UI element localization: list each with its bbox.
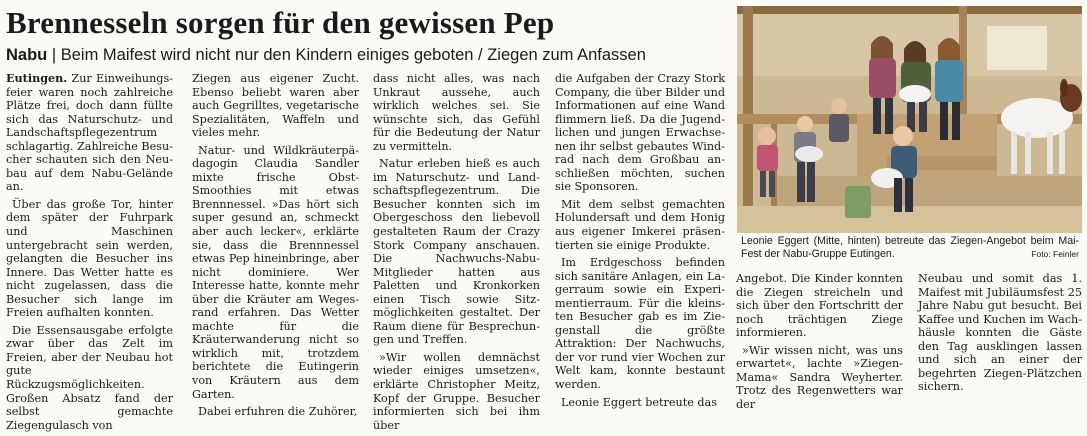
paragraph: Die Essensausgabe erfolgte zwar über das Zelt im Freien, aber der Neubau hot gute Rückzugsmöglichkeiten. Großen Absatz fand der selbst gemachte Ziegengulasch von <box>6 323 173 432</box>
dateline: Eutingen. <box>6 71 68 85</box>
headline: Brennesseln sorgen für den gewissen Pep <box>6 5 555 40</box>
paragraph: Mit dem selbst gemachten Holundersaft und dem Honig aus eigener Imkerei präsentierten sie einige Produkte. <box>555 197 725 252</box>
photo-caption <box>741 235 1079 261</box>
caption-text: Leonie Eggert (Mitte, hinten) betreute das Ziegen-Angebot beim Mai-Fest der Nabu-Gruppe Eutingen. <box>741 235 1079 260</box>
paragraph: Dabei erfuhren die Zuhörer, <box>198 405 358 419</box>
paragraph: Angebot. Die Kinder konnten die Ziegen streicheln und sich über den Fortschritt der noch trächtigen Ziege informieren. <box>736 272 903 340</box>
paragraph: »Wir wissen nicht, was uns erwartet«, lachte »Ziegen-Mama« Sandra Weyherter. Trotz des Regenwetters war der <box>736 343 903 411</box>
paragraph: dass nicht alles, was nach Unkraut aussehe, auch wirklich welches sei. Sie wünschte sich, das Gefühl für die Bedeutung der Natur zu vermitteln. <box>373 72 540 153</box>
paragraph: Natur- und Wildkräuterpädagogin Claudia Sandler mixte frische Obst-Smoothies mit etwas Brennnessel. »Das hört sich super gesund an, schmeckt aber auch lecker«, erklärte sie, dass die Brennnessel etwas Pep hineinbringe, aber nicht dominiere. Wer Interesse hatte, konnte mehr über die Kräuter am Wegesrand erfahren. Das Wetter machte für die Kräuterwanderung nicht so wirklich mit, trotzdem berichtete die Eutingerin von Kräutern aus dem Garten. <box>192 143 359 401</box>
paragraph-text: Zur Einweihungsfeier waren noch zahlreiche Plätze frei, doch dann füllte sich das Naturschutz- und Landschaftspflegezentrum schlagartig. Zahlreiche Besucher schauten sich den Neubau auf dem Nabu-Gelände an. <box>6 72 173 194</box>
article-column-1 <box>6 72 173 436</box>
paragraph: Neubau und somit das 1. Maifest mit Jubiläumsfest 25 Jahre Nabu gut besucht. Bei Kaffee und Kuchen im Wachhäusle konnten die Gäste den Tag ausklingen lassen und sich an einer der begehrten Ziegen-Plätzchen sichern. <box>918 272 1082 394</box>
kicker: Nabu <box>6 46 48 64</box>
paragraph: Über das große Tor, hinter dem später der Fuhrpark und Maschinen untergebracht sein werden, gelangten die Besucher ins Innere. Das Wetter hatte es nicht zugelassen, dass die Besucher sich lange im Freien aufhalten konnten. <box>6 197 173 320</box>
paragraph: Natur erleben hieß es auch im Naturschutz- und Landschaftspflegezentrum. Die Besucher konnten sich im Obergeschoss den liebevoll gestalteten Raum der Crazy Stork Company anschauen. Die Nachwuchs-Nabu-Mitglieder hatten aus Paletten und Kronkorken einen Tisch sowie Sitzmöglichkeiten gestaltet. Der Raum diene für Besprechungen und Treffen. <box>373 157 540 347</box>
goat-stable-scene <box>737 6 1082 233</box>
article-column-5 <box>736 272 903 415</box>
paragraph: Ziegen aus eigener Zucht. Ebenso beliebt waren aber auch Gegrilltes, vegetarische Spezialitäten, Waffeln und vieles mehr. <box>192 72 359 140</box>
paragraph: die Aufgaben der Crazy Stork Company, die über Bilder und Informationen auf eine Wand flimmern ließ. Da die Jugendlichen und jungen Erwachsenen ihr selbst gebautes Windrad nach dem Großbau anschließen möchten, suchen sie Sponsoren. <box>555 72 725 194</box>
kicker-separator: | <box>51 46 57 64</box>
paragraph: »Wir wollen demnächst wieder einiges umsetzen«, erklärte Christopher Meitz, Kopf der Gruppe. Besucher informierten sich bei ihm über <box>373 350 540 432</box>
article-column-4 <box>555 72 725 413</box>
article-column-6 <box>918 272 1082 398</box>
subheadline-text: Beim Maifest wird nicht nur den Kindern einiges geboten / Ziegen zum Anfassen <box>60 46 646 64</box>
paragraph: Im Erdgeschoss befinden sich sanitäre Anlagen, ein Lagerraum sowie ein Experimentierraum. Für die kleinsten Besucher gab es im Ziegenstall die größte Attraktion: Der Nachwuchs, der vor rund vier Wochen zur Welt kam, konnte bestaunt werden. <box>555 256 725 392</box>
article-column-2 <box>192 72 359 423</box>
paragraph <box>6 72 173 194</box>
photo-credit: Foto: Feinler <box>1031 249 1079 259</box>
subheadline <box>6 44 728 66</box>
paragraph: Leonie Eggert betreute das <box>561 395 717 409</box>
article-photo <box>737 6 1082 233</box>
article-column-3 <box>373 72 540 436</box>
